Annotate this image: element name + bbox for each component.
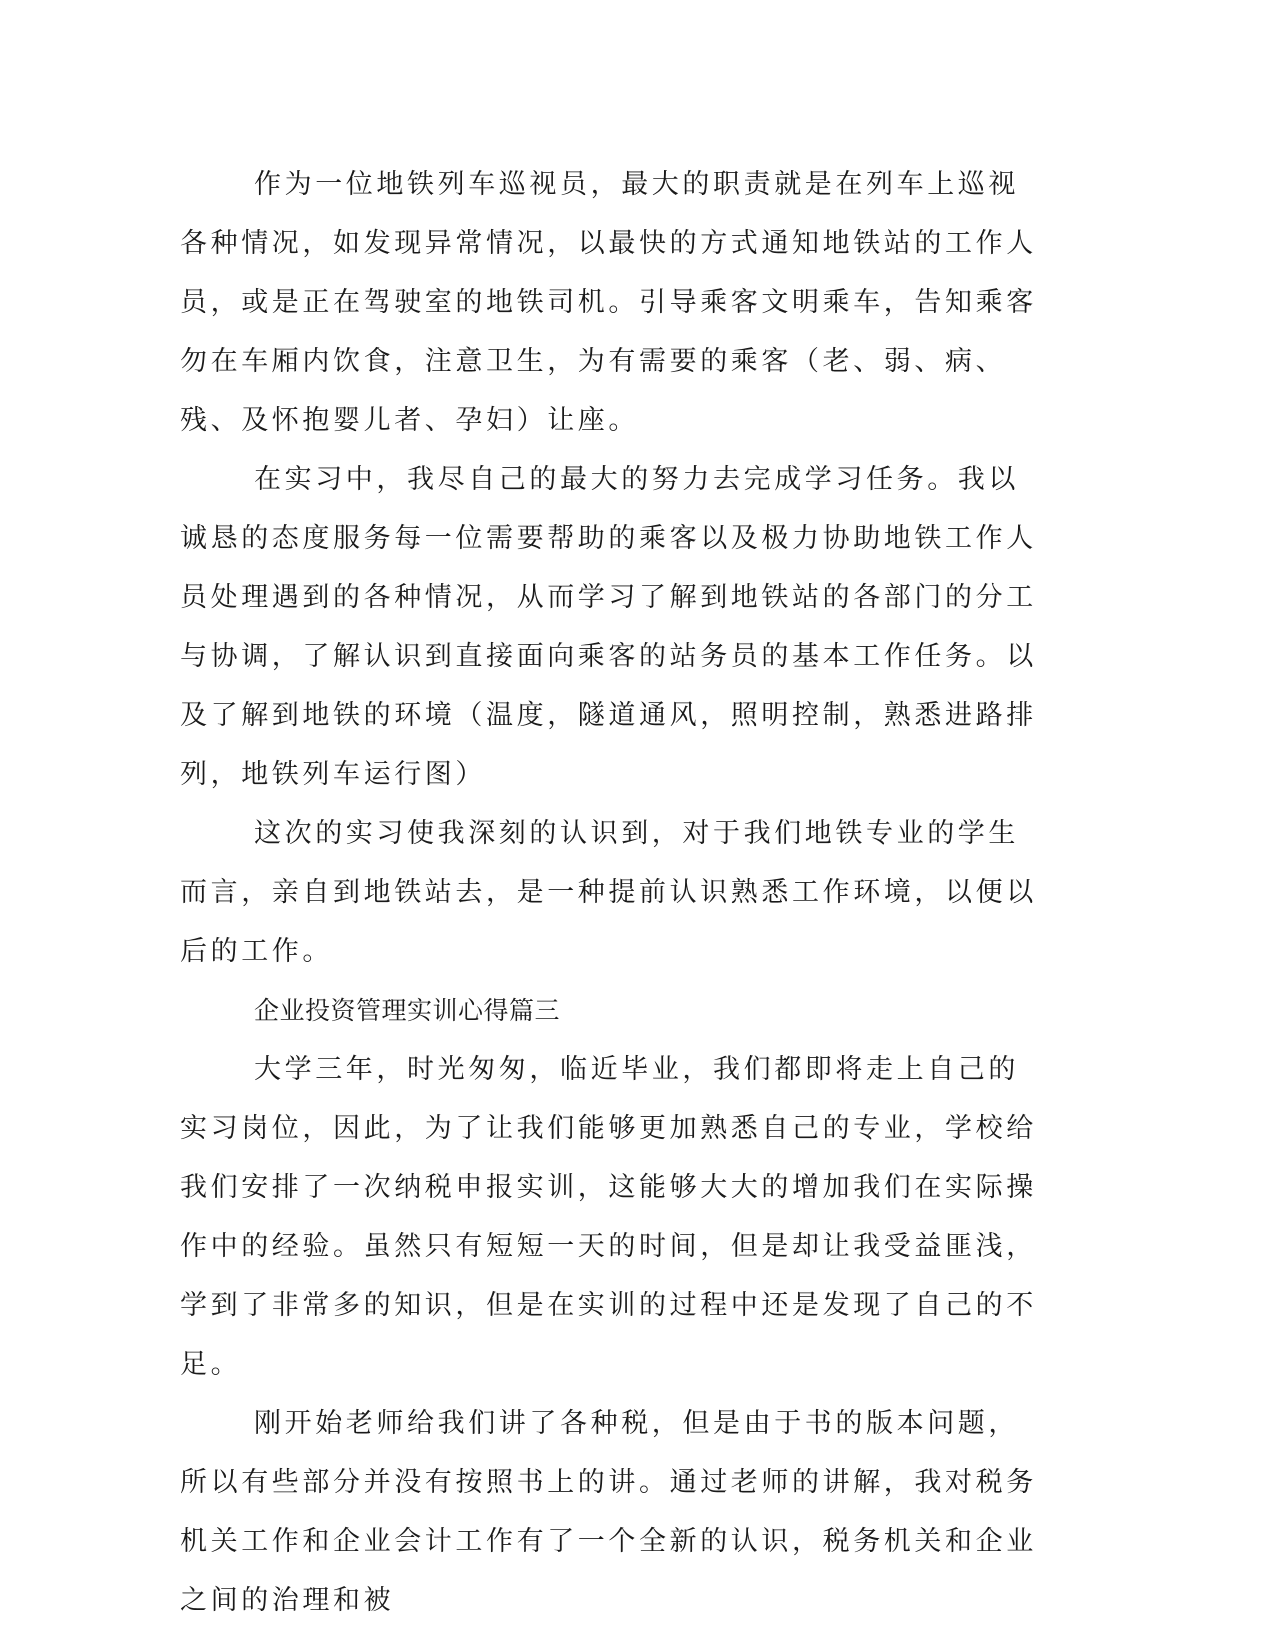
document-body: [180, 155, 1040, 1630]
paragraph-internship-work: 在实习中，我尽自己的最大的努力去完成学习任务。我以诚恳的态度服务每一位需要帮助的乘客以及极力协助地铁工作人员处理遇到的各种情况，从而学习了解到地铁站的各部门的分工与协调，了解认识到直接面向乘客的站务员的基本工作任务。以及了解到地铁的环境（温度，隧道通风，照明控制，熟悉进路排列，地铁列车运行图）: [180, 464, 1037, 790]
paragraph-tax-training-lecture: 刚开始老师给我们讲了各种税，但是由于书的版本问题，所以有些部分并没有按照书上的讲。通过老师的讲解，我对税务机关工作和企业会计工作有了一个全新的认识，税务机关和企业之间的治理和被: [180, 1408, 1037, 1616]
paragraph-internship-reflection: 这次的实习使我深刻的认识到，对于我们地铁专业的学生而言，亲自到地铁站去，是一种提前认识熟悉工作环境，以便以后的工作。: [180, 818, 1037, 967]
paragraph-inspector-duties: 作为一位地铁列车巡视员，最大的职责就是在列车上巡视各种情况，如发现异常情况，以最快的方式通知地铁站的工作人员，或是正在驾驶室的地铁司机。引导乘客文明乘车，告知乘客勿在车厢内饮食，注意卫生，为有需要的乘客（老、弱、病、残、及怀抱婴儿者、孕妇）让座。: [180, 169, 1037, 436]
section-title: 企业投资管理实训心得篇三: [254, 996, 561, 1025]
paragraph-tax-training-intro: 大学三年，时光匆匆，临近毕业，我们都即将走上自己的实习岗位，因此，为了让我们能够更加熟悉自己的专业，学校给我们安排了一次纳税申报实训，这能够大大的增加我们在实际操作中的经验。虽然只有短短一天的时间，但是却让我受益匪浅，学到了非常多的知识，但是在实训的过程中还是发现了自己的不足。: [180, 1054, 1037, 1380]
